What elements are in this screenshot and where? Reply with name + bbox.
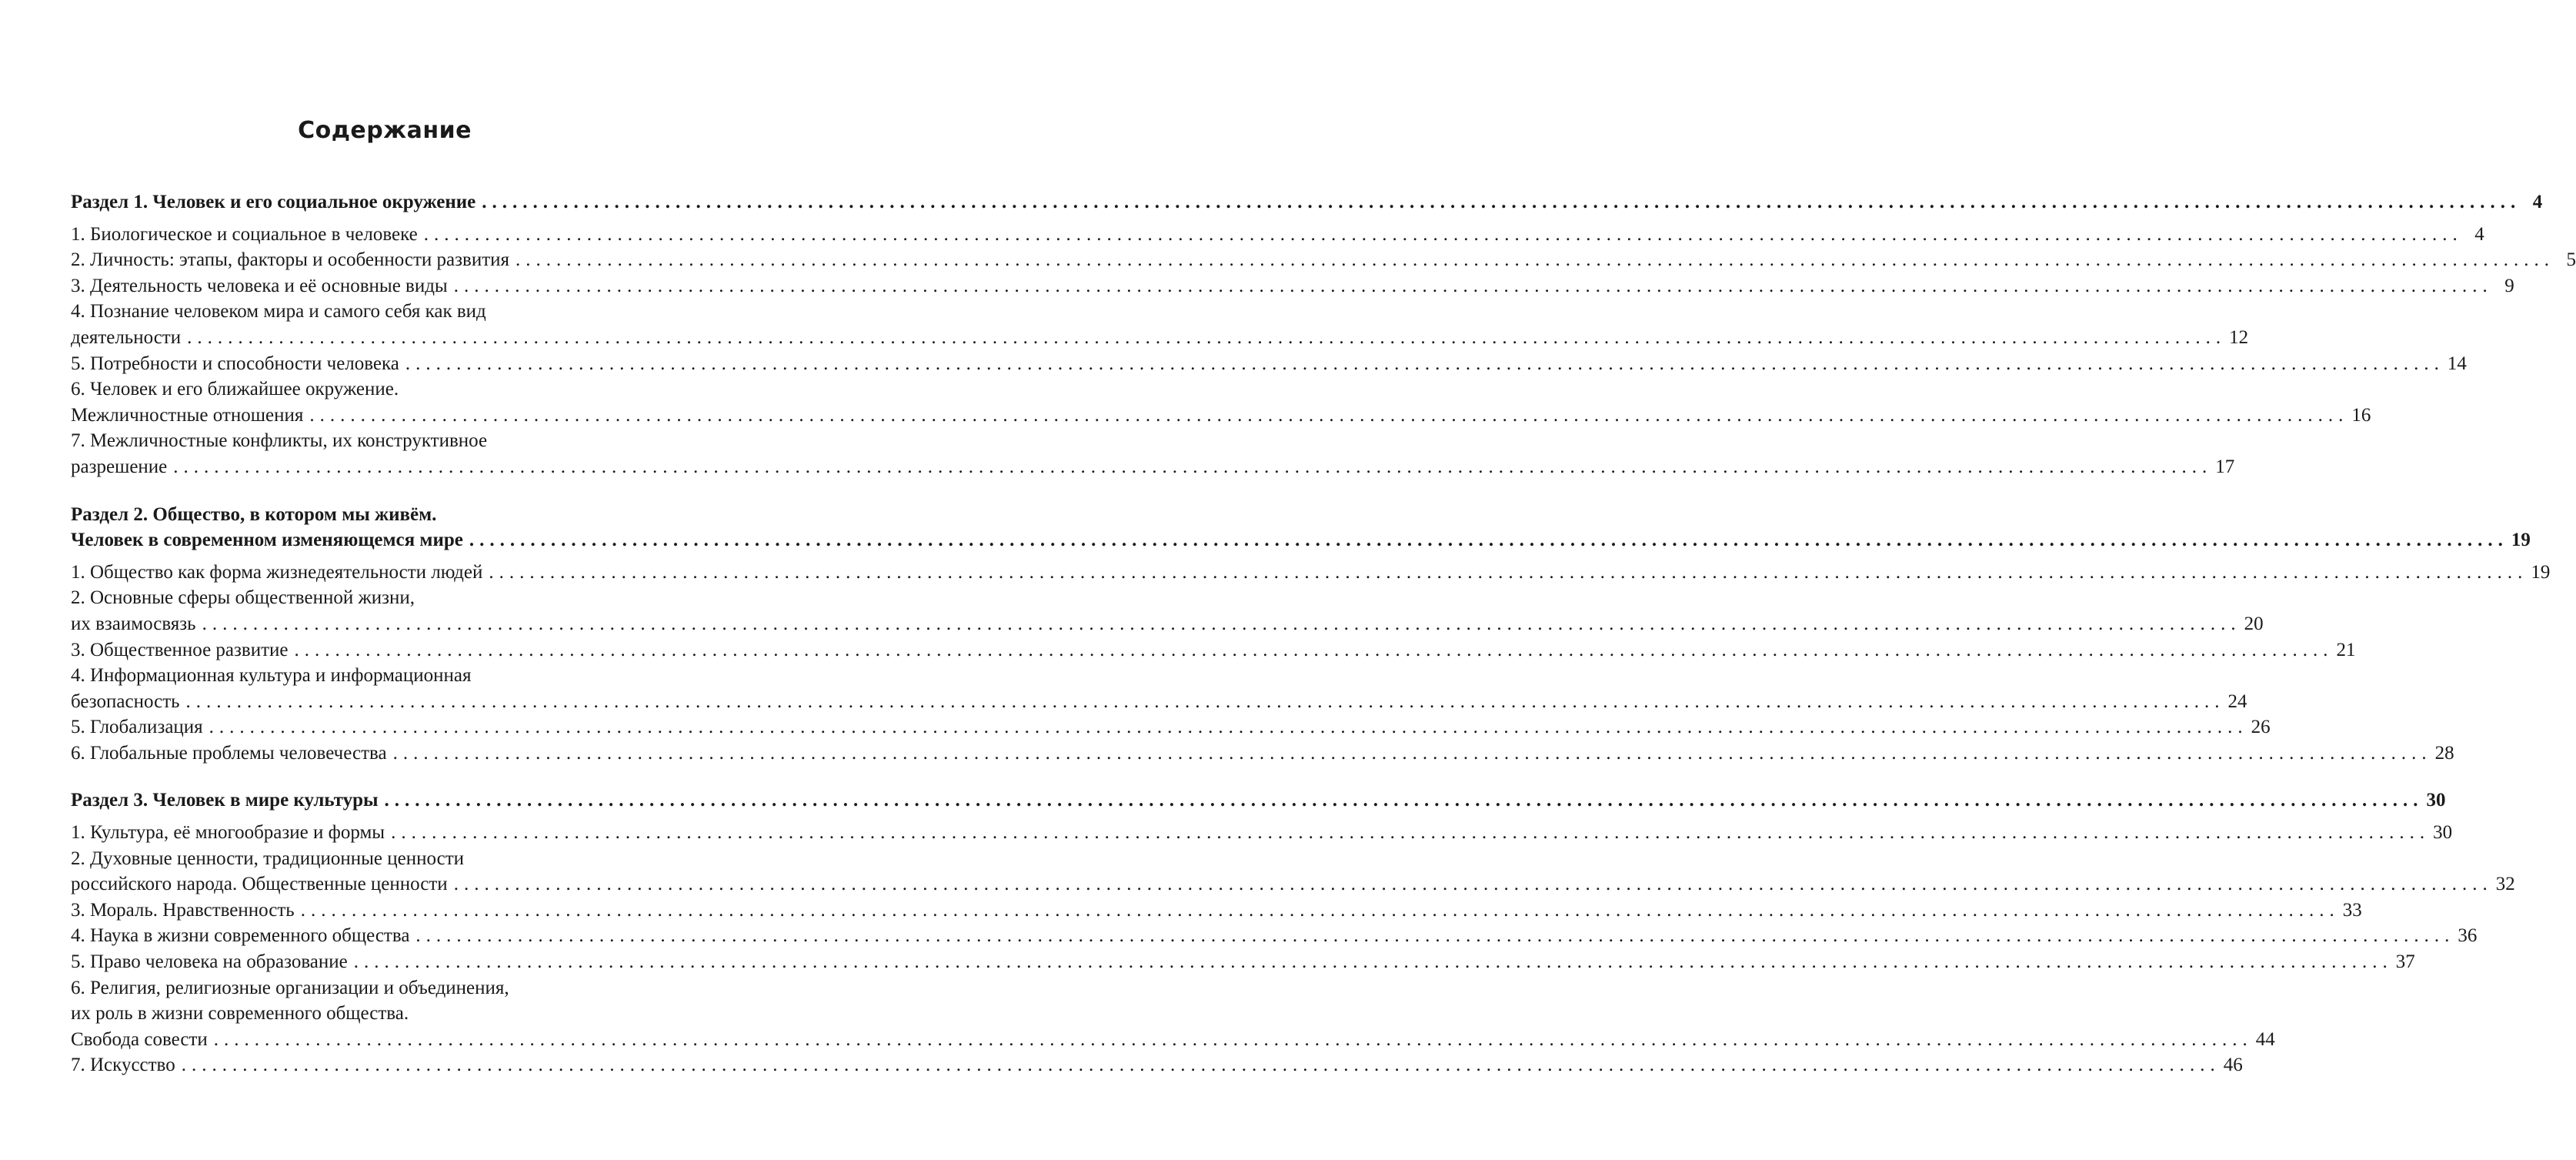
entry-text-line: 2. Духовные ценности, традиционные ценности <box>71 847 465 869</box>
toc-section-3 <box>71 787 2515 1078</box>
toc-section-1 <box>71 189 2576 480</box>
entry-text-line: 4. Наука в жизни современного общества <box>71 925 410 947</box>
dot-leader: ........................................................................................................................................................................................................ <box>185 690 2225 712</box>
dot-leader: ........................................................................................................................................................................................................ <box>213 1028 2253 1050</box>
toc-entry[interactable] <box>71 222 2484 248</box>
toc-entry[interactable] <box>71 428 2235 480</box>
entry-last-line <box>71 689 2247 715</box>
toc-entry[interactable] <box>71 637 2356 664</box>
entry-last-line <box>71 787 2446 814</box>
entry-last-line <box>71 351 2467 377</box>
dot-leader: ........................................................................................................................................................................................................ <box>469 530 2508 551</box>
toc-entry[interactable] <box>71 585 2264 637</box>
dot-leader: ........................................................................................................................................................................................................ <box>453 874 2493 895</box>
entry-text-line: 7. Межличностные конфликты, их конструктивное <box>71 430 488 452</box>
section-heading[interactable] <box>71 189 2543 216</box>
page-number: 36 <box>2458 925 2478 947</box>
entry-last-line <box>71 820 2453 846</box>
dot-leader: ........................................................................................................................................................................................................ <box>309 404 2349 426</box>
dot-leader: ........................................................................................................................................................................................................ <box>489 561 2528 583</box>
entry-text-line: 6. Человек и его ближайшее окружение. <box>71 379 399 400</box>
entry-text-line: российского народа. Общественные ценности <box>71 874 448 895</box>
page-number: 30 <box>2433 822 2453 844</box>
entry-text-line: 1. Культура, её многообразие и формы <box>71 822 385 844</box>
entry-last-line <box>71 949 2415 975</box>
entry-text-line: 5. Потребности и способности человека <box>71 353 399 374</box>
entry-last-line <box>71 923 2478 949</box>
entry-text-line: 1. Общество как форма жизнедеятельности людей <box>71 561 483 583</box>
dot-leader: ........................................................................................................................................................................................................ <box>202 613 2241 634</box>
entry-text-line: 6. Глобальные проблемы человечества <box>71 742 387 764</box>
toc-section-2 <box>71 502 2551 767</box>
entry-text-line: 1. Биологическое и социальное в человеке <box>71 223 418 245</box>
page-number: 19 <box>2511 530 2531 551</box>
page-number: 21 <box>2336 639 2356 660</box>
page-number: 4 <box>2532 192 2543 212</box>
dot-leader: ........................................................................................................................................................................................................ <box>391 822 2431 844</box>
toc-entry[interactable] <box>71 351 2467 377</box>
page-number: 37 <box>2395 951 2415 973</box>
page-number: 14 <box>2447 353 2467 374</box>
dot-leader: ........................................................................................................................................................................................................ <box>516 249 2555 271</box>
toc-entry[interactable] <box>71 846 2515 898</box>
dot-leader: ........................................................................................................................................................................................................ <box>300 899 2340 921</box>
entry-text-line: 3. Деятельность человека и её основные виды <box>71 275 448 296</box>
toc-entry[interactable] <box>71 1052 2243 1078</box>
entry-text-line: Свобода совести <box>71 1028 208 1050</box>
entry-last-line <box>71 740 2454 767</box>
page-number: 28 <box>2434 742 2454 764</box>
page-number: 46 <box>2223 1055 2243 1076</box>
toc-entry[interactable] <box>71 923 2478 949</box>
entry-text-line: 2. Личность: этапы, факторы и особенности развития <box>71 249 510 271</box>
dot-leader: ........................................................................................................................................................................................................ <box>415 925 2455 947</box>
entry-last-line <box>71 714 2271 740</box>
entry-text-line: 5. Глобализация <box>71 717 203 738</box>
entry-text-line: безопасность <box>71 690 180 712</box>
entry-text-line: их роль в жизни современного общества. <box>71 1003 409 1025</box>
toc-entry[interactable] <box>71 898 2362 924</box>
entry-text-line: Раздел 3. Человек в мире культуры <box>71 790 379 811</box>
entry-text-line: их взаимосвязь <box>71 613 196 634</box>
toc-entry[interactable] <box>71 820 2453 846</box>
entry-last-line <box>71 1027 2275 1053</box>
dot-leader: ........................................................................................................................................................................................................ <box>405 353 2444 374</box>
entry-text-line: 3. Мораль. Нравственность <box>71 899 295 921</box>
dot-leader: ........................................................................................................................................................................................................ <box>453 275 2493 296</box>
page-number: 19 <box>2531 561 2551 583</box>
toc-entry[interactable] <box>71 663 2247 714</box>
entry-last-line <box>71 454 2235 480</box>
page-number: 17 <box>2215 456 2235 477</box>
entry-last-line <box>71 189 2543 216</box>
entry-last-line <box>71 403 2371 429</box>
dot-leader: ........................................................................................................................................................................................................ <box>384 790 2424 811</box>
dot-leader: ........................................................................................................................................................................................................ <box>482 192 2521 212</box>
page-number: 5 <box>2566 249 2576 271</box>
page-number: 30 <box>2426 790 2446 811</box>
section-heading[interactable] <box>71 502 2531 553</box>
entry-last-line <box>71 1052 2243 1078</box>
entry-last-line <box>71 637 2356 664</box>
entry-last-line <box>71 273 2514 299</box>
toc-entry[interactable] <box>71 975 2275 1053</box>
page-title: Содержание <box>298 117 472 144</box>
dot-leader: ........................................................................................................................................................................................................ <box>173 456 2213 477</box>
dot-leader: ........................................................................................................................................................................................................ <box>187 326 2227 348</box>
dot-leader: ........................................................................................................................................................................................................ <box>392 742 2432 764</box>
dot-leader: ........................................................................................................................................................................................................ <box>423 223 2463 245</box>
entry-text-line: разрешение <box>71 456 168 477</box>
dot-leader: ........................................................................................................................................................................................................ <box>353 951 2393 973</box>
dot-leader: ........................................................................................................................................................................................................ <box>209 717 2248 738</box>
entry-text-line: Межличностные отношения <box>71 404 304 426</box>
entry-text-line: 6. Религия, религиозные организации и объединения, <box>71 977 509 998</box>
entry-text-line: 4. Познание человеком мира и самого себя как вид <box>71 301 486 323</box>
entry-text-line: Человек в современном изменяющемся мире <box>71 530 463 551</box>
entry-last-line <box>71 247 2576 273</box>
toc-entry[interactable] <box>71 299 2249 350</box>
page-number: 20 <box>2244 613 2264 634</box>
entry-text-line: 3. Общественное развитие <box>71 639 289 660</box>
toc-entry[interactable] <box>71 949 2415 975</box>
page-number: 44 <box>2255 1028 2275 1050</box>
page-number: 16 <box>2351 404 2371 426</box>
toc-entry[interactable] <box>71 714 2271 740</box>
dot-leader: ........................................................................................................................................................................................................ <box>181 1055 2221 1076</box>
page-number: 24 <box>2227 690 2247 712</box>
entry-text-line: 2. Основные сферы общественной жизни, <box>71 587 415 609</box>
table-of-contents <box>71 189 2576 1100</box>
dot-leader: ........................................................................................................................................................................................................ <box>294 639 2334 660</box>
page-number: 33 <box>2342 899 2362 921</box>
entry-last-line <box>71 898 2362 924</box>
entry-last-line <box>71 611 2264 637</box>
page-number: 32 <box>2495 874 2515 895</box>
toc-entry[interactable] <box>71 247 2576 273</box>
toc-entry[interactable] <box>71 740 2454 767</box>
entry-text-line: 5. Право человека на образование <box>71 951 348 973</box>
entry-text-line: 7. Искусство <box>71 1055 175 1076</box>
toc-entry[interactable] <box>71 273 2514 299</box>
toc-entry[interactable] <box>71 376 2371 428</box>
page-number: 26 <box>2251 717 2271 738</box>
section-heading[interactable] <box>71 787 2446 814</box>
entry-last-line <box>71 325 2249 351</box>
entry-last-line <box>71 560 2551 586</box>
page-number: 4 <box>2474 223 2484 245</box>
entry-text-line: 4. Информационная культура и информационная <box>71 665 472 687</box>
entry-text-line: Раздел 1. Человек и его социальное окружение <box>71 192 476 212</box>
entry-last-line <box>71 222 2484 248</box>
page-number: 9 <box>2504 275 2514 296</box>
entry-last-line <box>71 871 2515 898</box>
toc-entry[interactable] <box>71 560 2551 586</box>
page-number: 12 <box>2229 326 2249 348</box>
entry-text-line: Раздел 2. Общество, в котором мы живём. <box>71 503 437 525</box>
entry-text-line: деятельности <box>71 326 182 348</box>
entry-last-line <box>71 527 2531 553</box>
